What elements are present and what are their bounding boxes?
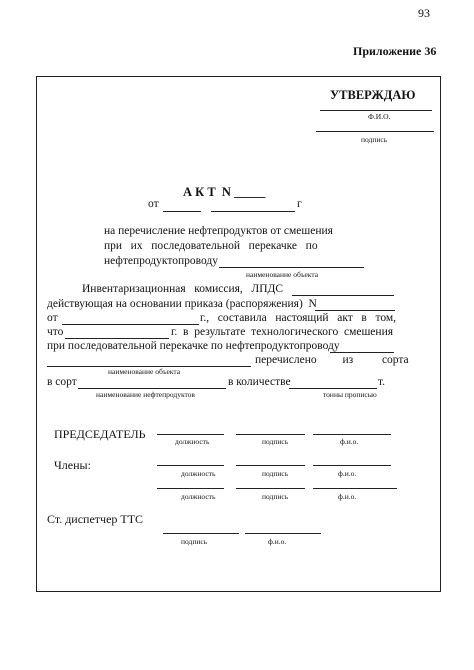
member1-position-line [157, 465, 224, 466]
approve-signature-caption: подпись [361, 135, 388, 144]
members-label: Члены: [54, 458, 91, 472]
body-pipeline-line [330, 352, 394, 353]
member2-fio-line [313, 488, 397, 489]
chairman-signature-caption: подпись [262, 437, 289, 446]
member2-fio-caption: ф.и.о. [338, 492, 357, 501]
member2-position-caption: должность [181, 492, 216, 501]
member1-signature-line [236, 465, 305, 466]
dispatcher-fio-line [245, 533, 321, 534]
body-object-caption: наименование объекта [108, 367, 181, 376]
quantity-line [289, 388, 377, 389]
body-line-3-rest: г., составила настоящий акт в том, [200, 312, 397, 324]
chairman-fio-caption: ф.и.о. [340, 437, 359, 446]
body-line-7-qty: в количестве [228, 376, 291, 388]
chairman-position-line [157, 434, 224, 435]
body-date-line-2 [65, 338, 169, 339]
body-line-6-rest: перечислено из сорта [255, 354, 409, 366]
dispatcher-label: Ст. диспетчер ТТС [47, 512, 144, 526]
member1-signature-caption: подпись [262, 469, 289, 478]
product-name-line [78, 388, 226, 389]
page-number: 93 [418, 6, 430, 20]
dispatcher-fio-caption: ф.и.о. [268, 537, 287, 546]
act-title: А К Т N _____ [183, 185, 266, 199]
member1-fio-caption: ф.и.о. [338, 469, 357, 478]
act-date-line [211, 211, 295, 212]
pipeline-object-line [219, 267, 364, 268]
act-from-label: от [148, 198, 159, 210]
body-line-4-rest: г. в результате технологического смешения [171, 326, 394, 338]
pipeline-object-caption: наименование объекта [246, 270, 319, 279]
body-line-4-what: что [47, 326, 64, 338]
act-year-suffix: г [297, 198, 302, 210]
body-line-3-from: от [47, 312, 58, 324]
dispatcher-signature-caption: подпись [181, 537, 208, 546]
member1-fio-line [313, 465, 391, 466]
body-date-line-1 [62, 324, 199, 325]
act-purpose-line-2: при их последовательной перекачке по [104, 240, 318, 252]
act-purpose-line-1: на перечисление нефтепродуктов от смешения [104, 225, 333, 237]
body-line-2: действующая на основании приказа (распоряжения) N [47, 298, 317, 310]
body-line-7-sort: в сорт [47, 376, 77, 388]
approve-fio-line [320, 110, 432, 111]
appendix-label: Приложение 36 [353, 44, 437, 58]
member2-position-line [157, 488, 224, 489]
act-purpose-line-3: нефтепродуктопроводу [104, 255, 218, 267]
product-name-caption: наименование нефтепродуктов [96, 390, 195, 399]
chairman-fio-line [313, 434, 391, 435]
quantity-caption: тонны прописью [323, 390, 377, 399]
member1-position-caption: должность [181, 469, 216, 478]
dispatcher-signature-line [163, 533, 239, 534]
chairman-signature-line [236, 434, 305, 435]
lpds-line [292, 295, 394, 296]
chairman-position-caption: должность [175, 437, 210, 446]
body-line-1: Инвентаризационная комиссия, ЛПДС [82, 283, 284, 295]
act-day-line [163, 211, 201, 212]
order-number-line [315, 310, 395, 311]
body-line-7-tons: т. [378, 376, 386, 388]
approve-title: УТВЕРЖДАЮ [330, 88, 416, 102]
member2-signature-line [236, 488, 305, 489]
approve-signature-line [316, 131, 434, 132]
approve-fio-caption: Ф.И.О. [368, 112, 391, 121]
body-line-5: при последовательной перекачке по нефтепродуктопроводу [47, 340, 340, 352]
chairman-label: ПРЕДСЕДАТЕЛЬ [54, 427, 146, 441]
member2-signature-caption: подпись [262, 492, 289, 501]
